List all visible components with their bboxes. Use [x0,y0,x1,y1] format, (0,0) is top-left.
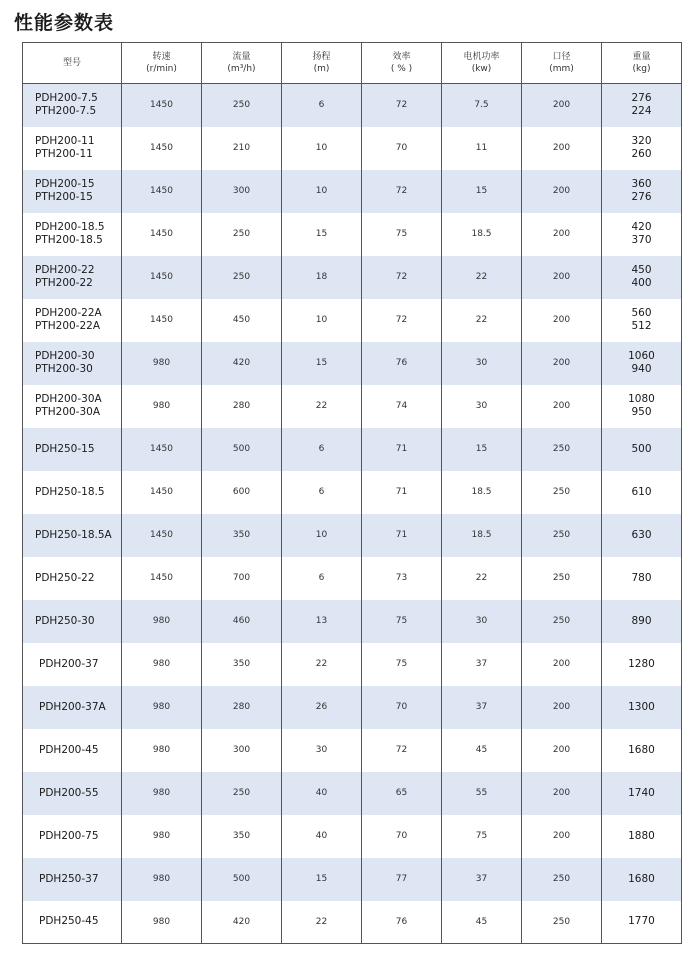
model-cell [23,170,122,213]
flow-cell: 250 [202,256,282,299]
bore-cell: 200 [522,170,602,213]
model-name: PDH200-7.5 [35,92,98,105]
weight-cell [602,299,682,342]
model-name: PDH200-30A [35,393,102,405]
motor-power-cell: 30 [442,385,522,428]
weight-value: 420 [631,221,652,233]
weight-value: 500 [631,442,652,455]
speed-cell: 980 [122,858,202,901]
weight-value: 276 [631,92,652,105]
bore-cell: 250 [522,858,602,901]
weight-cell [602,127,682,170]
motor-power-cell: 11 [442,127,522,170]
flow-cell: 350 [202,643,282,686]
header-label: 流量 [232,52,251,62]
speed-cell: 1450 [122,471,202,514]
weight-value: 780 [631,571,652,584]
table-row [23,127,682,170]
model-name: PDH200-11 [35,135,95,147]
flow-cell: 250 [202,772,282,815]
speed-cell: 980 [122,342,202,385]
bore-cell: 250 [522,600,602,643]
head-cell: 15 [282,858,362,901]
bore-cell: 250 [522,557,602,600]
head-cell: 22 [282,901,362,944]
table-header-row [23,43,682,84]
motor-power-cell: 18.5 [442,213,522,256]
weight-value: 1680 [628,743,655,756]
motor-power-cell: 22 [442,557,522,600]
model-cell [23,428,122,471]
head-cell: 26 [282,686,362,729]
motor-power-cell: 37 [442,858,522,901]
model-cell [23,213,122,256]
flow-cell: 350 [202,815,282,858]
weight-cell [602,901,682,944]
weight-value: 1300 [628,700,655,713]
efficiency-cell: 70 [362,686,442,729]
model-name: PDH200-37 [39,657,99,670]
motor-power-cell: 15 [442,170,522,213]
bore-cell: 200 [522,256,602,299]
weight-value-alt: 940 [631,363,652,375]
weight-cell [602,170,682,213]
head-cell: 10 [282,299,362,342]
weight-value-alt: 370 [631,234,652,246]
weight-cell [602,342,682,385]
bore-cell: 200 [522,772,602,815]
efficiency-cell: 76 [362,901,442,944]
weight-value: 610 [631,485,652,498]
header-head [282,43,362,84]
header-weight [602,43,682,84]
speed-cell: 980 [122,686,202,729]
speed-cell: 980 [122,815,202,858]
header-efficiency [362,43,442,84]
model-name: PDH200-18.5 [35,221,105,233]
model-name: PDH200-22A [35,307,102,319]
table-row [23,213,682,256]
bore-cell: 250 [522,901,602,944]
model-name: PDH250-15 [35,442,95,455]
weight-value: 1770 [628,915,655,928]
model-cell [23,901,122,944]
motor-power-cell: 45 [442,901,522,944]
weight-cell [602,256,682,299]
head-cell: 18 [282,256,362,299]
motor-power-cell: 15 [442,428,522,471]
model-name: PDH250-22 [35,571,95,584]
head-cell: 15 [282,342,362,385]
weight-value: 1740 [628,786,655,799]
speed-cell: 1450 [122,256,202,299]
motor-power-cell: 37 [442,643,522,686]
weight-value: 890 [631,614,652,627]
model-cell [23,858,122,901]
model-cell [23,299,122,342]
table-row [23,815,682,858]
table-row [23,299,682,342]
speed-cell: 1450 [122,514,202,557]
head-cell: 40 [282,772,362,815]
model-name: PDH200-22 [35,264,95,276]
motor-power-cell: 55 [442,772,522,815]
efficiency-cell: 72 [362,256,442,299]
model-name-alt: PTH200-22 [35,277,93,289]
table-row [23,858,682,901]
head-cell: 40 [282,815,362,858]
table-row [23,557,682,600]
weight-value: 450 [631,264,652,276]
header-label: 型号 [62,58,81,68]
head-cell: 15 [282,213,362,256]
weight-value: 1080 [628,393,655,405]
weight-value: 1680 [628,872,655,885]
model-cell [23,127,122,170]
model-name: PDH250-18.5A [35,528,112,541]
table-row [23,729,682,772]
model-name: PDH250-18.5 [35,485,105,498]
head-cell: 22 [282,385,362,428]
efficiency-cell: 70 [362,127,442,170]
weight-value: 560 [631,307,652,319]
model-name: PDH200-30 [35,350,95,362]
weight-cell [602,600,682,643]
weight-value: 1880 [628,829,655,842]
model-cell [23,729,122,772]
efficiency-cell: 71 [362,514,442,557]
flow-cell: 210 [202,127,282,170]
flow-cell: 500 [202,858,282,901]
efficiency-cell: 76 [362,342,442,385]
efficiency-cell: 75 [362,213,442,256]
flow-cell: 280 [202,686,282,729]
motor-power-cell: 37 [442,686,522,729]
efficiency-cell: 71 [362,428,442,471]
speed-cell: 1450 [122,127,202,170]
flow-cell: 250 [202,213,282,256]
model-name-alt: PTH200-11 [35,148,93,160]
weight-cell [602,428,682,471]
bore-cell: 200 [522,729,602,772]
model-cell [23,772,122,815]
model-name-alt: PTH200-30 [35,363,93,375]
bore-cell: 200 [522,127,602,170]
table-row [23,901,682,944]
header-label: 电机功率 [463,52,500,62]
flow-cell: 420 [202,901,282,944]
header-unit: (m) [313,64,330,74]
speed-cell: 980 [122,901,202,944]
efficiency-cell: 72 [362,729,442,772]
speed-cell: 1450 [122,428,202,471]
speed-cell: 980 [122,600,202,643]
model-name: PDH200-55 [39,786,99,799]
efficiency-cell: 72 [362,84,442,127]
table-row [23,84,682,127]
bore-cell: 200 [522,84,602,127]
header-label: 口径 [552,52,571,62]
model-name: PDH250-30 [35,614,95,627]
table-row [23,385,682,428]
weight-value: 360 [631,178,652,190]
header-motor-power [442,43,522,84]
model-cell [23,557,122,600]
model-cell [23,342,122,385]
model-name-alt: PTH200-15 [35,191,93,203]
model-name-alt: PTH200-22A [35,320,101,332]
motor-power-cell: 30 [442,342,522,385]
model-cell [23,256,122,299]
model-name: PDH250-45 [39,915,99,928]
weight-cell [602,815,682,858]
flow-cell: 450 [202,299,282,342]
speed-cell: 1450 [122,213,202,256]
weight-value: 1060 [628,350,655,362]
table-row [23,428,682,471]
model-cell [23,471,122,514]
bore-cell: 250 [522,471,602,514]
header-unit: (r/min) [146,64,177,74]
model-cell [23,84,122,127]
head-cell: 10 [282,514,362,557]
bore-cell: 250 [522,514,602,557]
weight-value: 630 [631,528,652,541]
motor-power-cell: 18.5 [442,514,522,557]
efficiency-cell: 65 [362,772,442,815]
motor-power-cell: 45 [442,729,522,772]
weight-cell [602,772,682,815]
bore-cell: 200 [522,213,602,256]
head-cell: 6 [282,428,362,471]
speed-cell: 1450 [122,299,202,342]
table-row [23,471,682,514]
speed-cell: 1450 [122,84,202,127]
weight-cell [602,84,682,127]
flow-cell: 700 [202,557,282,600]
flow-cell: 350 [202,514,282,557]
model-name-alt: PTH200-7.5 [35,105,97,118]
header-bore [522,43,602,84]
flow-cell: 420 [202,342,282,385]
table-row [23,643,682,686]
table-row [23,170,682,213]
weight-cell [602,686,682,729]
motor-power-cell: 7.5 [442,84,522,127]
efficiency-cell: 77 [362,858,442,901]
head-cell: 6 [282,84,362,127]
head-cell: 13 [282,600,362,643]
speed-cell: 980 [122,772,202,815]
bore-cell: 200 [522,385,602,428]
header-unit: ( % ) [390,64,413,74]
weight-cell [602,643,682,686]
bore-cell: 200 [522,643,602,686]
model-cell [23,686,122,729]
header-unit: (mm) [549,64,574,74]
flow-cell: 600 [202,471,282,514]
flow-cell: 280 [202,385,282,428]
model-name: PDH200-15 [35,178,95,190]
flow-cell: 460 [202,600,282,643]
flow-cell: 300 [202,729,282,772]
weight-cell [602,858,682,901]
model-name-alt: PTH200-18.5 [35,234,103,246]
motor-power-cell: 18.5 [442,471,522,514]
speed-cell: 980 [122,729,202,772]
head-cell: 10 [282,170,362,213]
table-row [23,686,682,729]
flow-cell: 500 [202,428,282,471]
motor-power-cell: 22 [442,299,522,342]
header-label: 重量 [632,52,651,62]
table-row [23,772,682,815]
motor-power-cell: 22 [442,256,522,299]
header-unit: (m³/h) [227,64,256,74]
header-model [23,43,122,84]
weight-cell [602,557,682,600]
model-name-alt: PTH200-30A [35,406,101,418]
weight-value: 320 [631,135,652,147]
performance-parameter-table [22,42,682,944]
weight-cell [602,471,682,514]
weight-value-alt: 512 [631,320,652,332]
efficiency-cell: 72 [362,170,442,213]
model-name: PDH200-45 [39,743,99,756]
model-cell [23,643,122,686]
head-cell: 6 [282,557,362,600]
bore-cell: 200 [522,299,602,342]
model-name: PDH200-75 [39,829,99,842]
flow-cell: 300 [202,170,282,213]
efficiency-cell: 70 [362,815,442,858]
bore-cell: 200 [522,686,602,729]
weight-value: 1280 [628,657,655,670]
speed-cell: 980 [122,643,202,686]
motor-power-cell: 30 [442,600,522,643]
flow-cell: 250 [202,84,282,127]
bore-cell: 200 [522,342,602,385]
weight-cell [602,213,682,256]
header-unit: (kg) [632,64,651,74]
weight-cell [602,729,682,772]
table-row [23,342,682,385]
table-row [23,514,682,557]
weight-cell [602,514,682,557]
efficiency-cell: 72 [362,299,442,342]
table-row [23,600,682,643]
head-cell: 10 [282,127,362,170]
model-cell [23,815,122,858]
header-label: 转速 [152,52,171,62]
motor-power-cell: 75 [442,815,522,858]
efficiency-cell: 74 [362,385,442,428]
header-label: 扬程 [312,52,331,62]
head-cell: 22 [282,643,362,686]
speed-cell: 1450 [122,557,202,600]
table-row [23,256,682,299]
weight-value-alt: 276 [631,191,652,203]
header-speed [122,43,202,84]
model-name: PDH200-37A [39,700,106,713]
weight-value-alt: 260 [631,148,652,160]
weight-cell [602,385,682,428]
efficiency-cell: 75 [362,643,442,686]
page-title: 性能参数表 [14,12,115,34]
efficiency-cell: 71 [362,471,442,514]
header-unit: (kw) [471,64,492,74]
header-label: 效率 [392,52,411,62]
table-body [23,84,682,944]
efficiency-cell: 73 [362,557,442,600]
speed-cell: 980 [122,385,202,428]
head-cell: 6 [282,471,362,514]
weight-value-alt: 224 [631,105,652,118]
weight-value-alt: 950 [631,406,652,418]
bore-cell: 200 [522,815,602,858]
model-cell [23,514,122,557]
head-cell: 30 [282,729,362,772]
efficiency-cell: 75 [362,600,442,643]
speed-cell: 1450 [122,170,202,213]
model-cell [23,600,122,643]
header-flow [202,43,282,84]
model-cell [23,385,122,428]
model-name: PDH250-37 [39,872,99,885]
bore-cell: 250 [522,428,602,471]
weight-value-alt: 400 [631,277,652,289]
